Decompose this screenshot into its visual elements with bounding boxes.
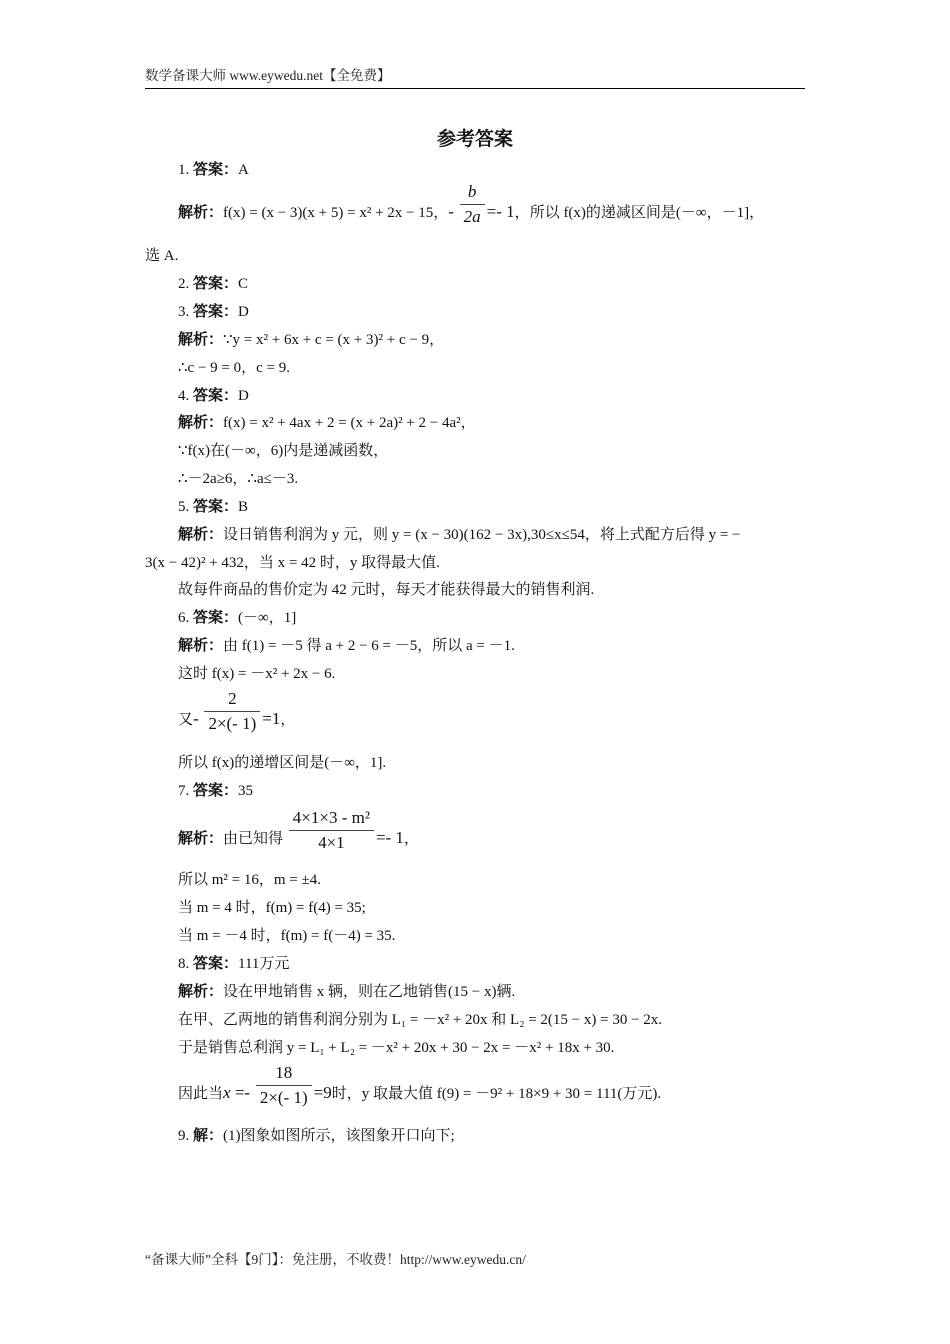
q4-line3: ∴－2a≥6，∴a≤－3. — [178, 471, 299, 487]
q3-answer: 3. 答案：D — [178, 304, 249, 320]
q2-answer: 2. 答案：C — [178, 276, 249, 292]
q7-line4: 当 m = －4 时，f(m) = f(－4) = 35. — [178, 928, 396, 944]
q8-line4: 因此当x =- $\frac{18}{2\times(- 1)}$ =9时，y 取最大值 f(9) = －9² + 18×9 + 30 = 111(万元). — [178, 1063, 662, 1107]
q7-line2: 所以 m² = 16，m = ±4. — [178, 872, 321, 888]
q4-line2: ∵f(x)在(－∞，6)内是递减函数， — [178, 443, 389, 459]
q7-analysis: 解析：由已知得 $\frac{\text{4×1×3 - m²}}{4\times 1}$ =- 1， — [178, 808, 419, 852]
q5-line3: 故每件商品的售价定为 42 元时，每天才能获得最大的销售利润. — [178, 582, 595, 598]
q8-line2: 在甲、乙两地的销售利润分别为 L₁ = －x² + 20x 和 L₂ = 2(15 − x) = 30 − 2x. — [178, 1012, 663, 1028]
q1-answer: 1. 答案：A — [178, 162, 249, 178]
q8-answer: 8. 答案：111万元 — [178, 956, 290, 972]
q6-answer: 6. 答案：(－∞，1] — [178, 610, 297, 626]
q7-answer: 7. 答案：35 — [178, 783, 254, 799]
q6-analysis: 解析：由 f(1) = －5 得 a + 2 − 6 = －5，所以 a = －1. — [178, 638, 515, 654]
q4-answer: 4. 答案：D — [178, 388, 249, 404]
q6-line2: 这时 f(x) = －x² + 2x − 6. — [178, 666, 336, 682]
q8-analysis: 解析：设在甲地销售 x 辆，则在乙地销售(15 − x)辆. — [178, 984, 516, 1000]
q9-solution: 9. 解：(1)图象如图所示，该图象开口向下; — [178, 1128, 455, 1144]
q1-analysis-cont: 选 A. — [145, 248, 179, 264]
q8-line3: 于是销售总利润 y = L₁ + L₂ = －x² + 20x + 30 − 2x = －x² + 18x + 30. — [178, 1040, 615, 1056]
q5-line2: 3(x − 42)² + 432，当 x = 42 时，y 取得最大值. — [145, 555, 440, 571]
q3-line2: ∴c − 9 = 0，c = 9. — [178, 360, 290, 376]
q7-line3: 当 m = 4 时，f(m) = f(4) = 35; — [178, 900, 366, 916]
page-title: 参考答案 — [436, 129, 513, 150]
q5-analysis: 解析：设日销售利润为 y 元，则 y = (x − 30)(162 − 3x),30≤x≤54，将上式配方后得 y = − — [178, 527, 741, 543]
q6-line3: 又- $\frac{2}{2\times(- 1)}$ =1， — [178, 689, 296, 733]
q6-line4: 所以 f(x)的递增区间是(－∞，1]. — [178, 755, 387, 771]
page-header: 数学备课大师 www.eywedu.net【全免费】 — [145, 64, 805, 89]
q4-analysis: 解析：f(x) = x² + 4ax + 2 = (x + 2a)² + 2 − 4a²， — [178, 415, 476, 431]
page-footer: “备课大师”全科【9门】：免注册，不收费！http://www.eywedu.cn/ — [145, 1252, 526, 1267]
q3-analysis: 解析：∵y = x² + 6x + c = (x + 3)² + c − 9， — [178, 332, 445, 348]
q1-analysis: 解析：f(x) = (x − 3)(x + 5) = x² + 2x − 15，- $\frac{b}{2a}$ =- 1，所以 f(x)的递减区间是(－∞，－1]， — [178, 182, 765, 226]
q5-answer: 5. 答案：B — [178, 499, 249, 515]
